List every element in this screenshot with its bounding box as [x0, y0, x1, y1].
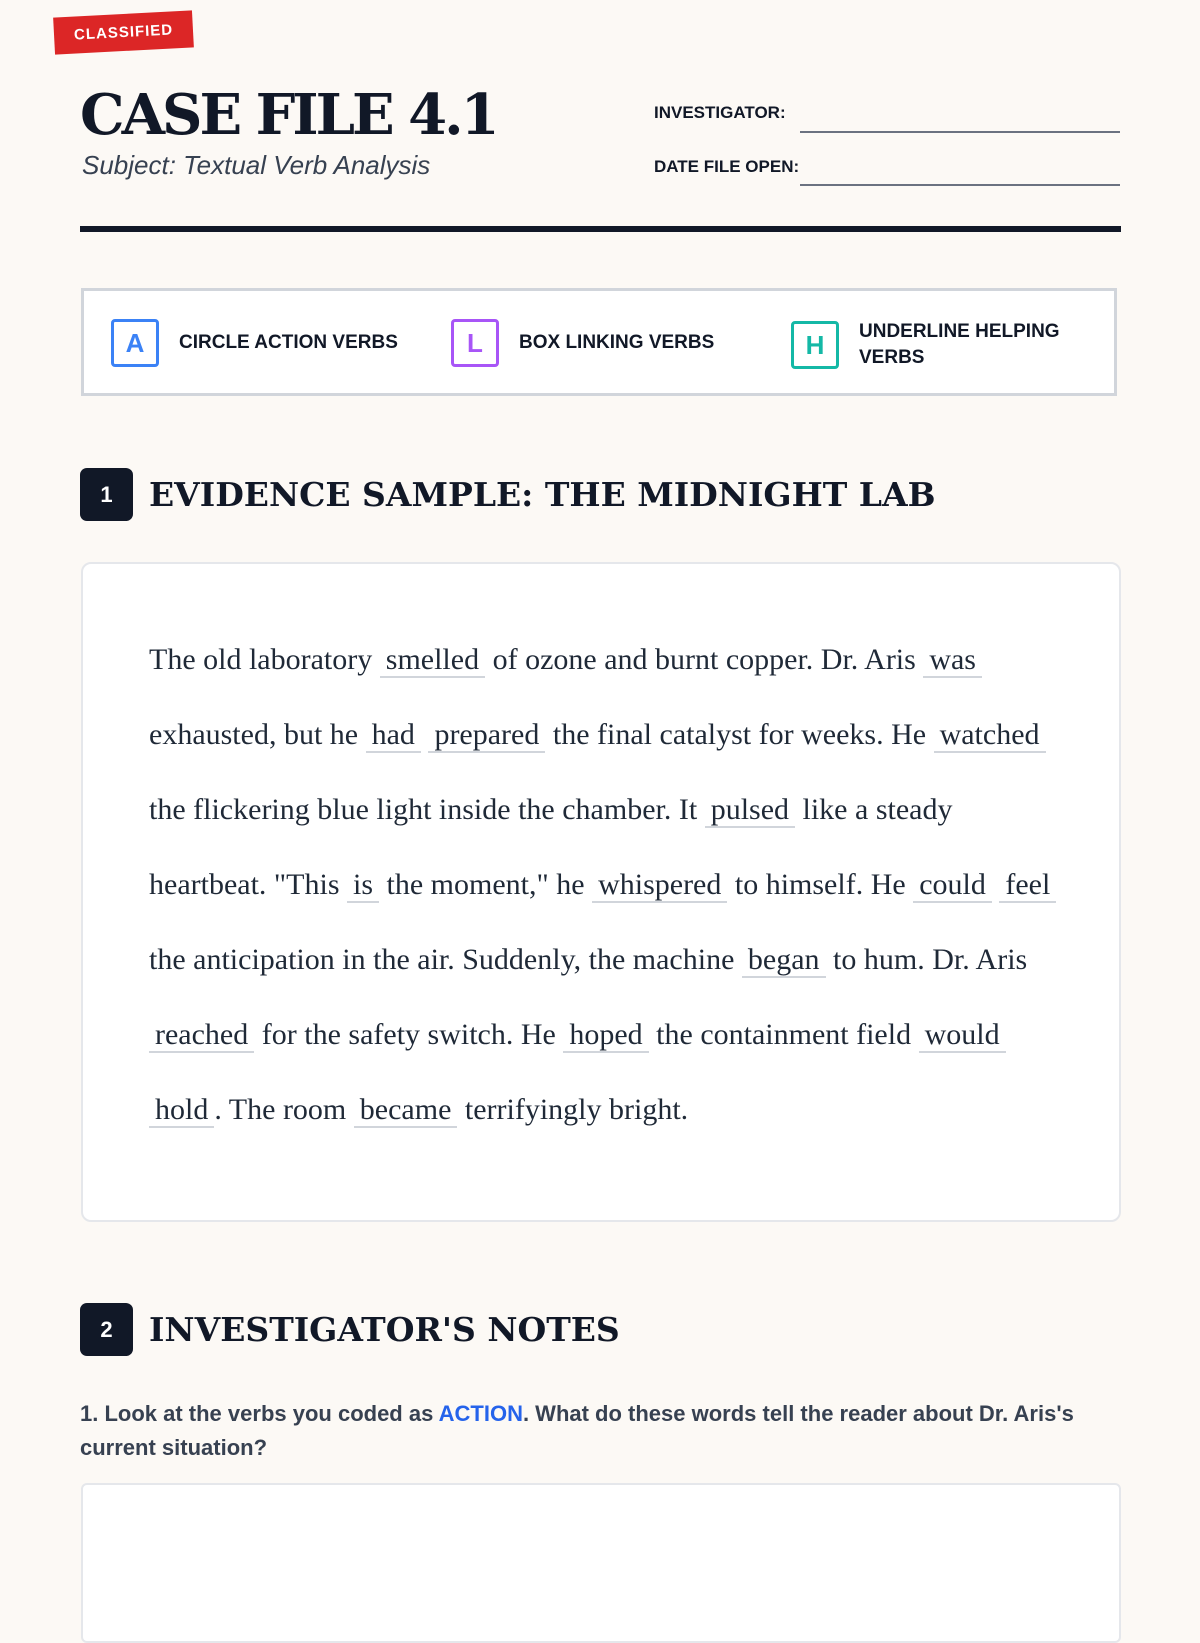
legend-label-action: CIRCLE ACTION VERBS	[179, 332, 398, 353]
section-number: 2	[80, 1303, 133, 1356]
page-subtitle: Subject: Textual Verb Analysis	[82, 150, 431, 180]
verb-word[interactable]: hold	[149, 1093, 214, 1128]
verb-word[interactable]: became	[354, 1093, 458, 1128]
header-divider	[80, 226, 1121, 232]
passage-text: the flickering blue light inside the chamber. It	[149, 793, 705, 826]
passage-text: for the safety switch. He	[254, 1018, 564, 1051]
section-title: INVESTIGATOR'S NOTES	[149, 1310, 620, 1349]
page-title: CASE FILE 4.1	[80, 82, 497, 148]
verb-word[interactable]: was	[923, 643, 982, 678]
verb-word[interactable]: pulsed	[705, 793, 795, 828]
passage-text: the final catalyst for weeks. He	[545, 718, 934, 751]
passage-text: the moment," he	[379, 868, 593, 901]
classified-stamp: CLASSIFIED	[53, 10, 194, 54]
verb-word[interactable]: smelled	[380, 643, 485, 678]
helping-badge-icon: H	[791, 321, 839, 369]
verb-word[interactable]: would	[919, 1018, 1006, 1053]
verb-word[interactable]: began	[742, 943, 826, 978]
verb-word[interactable]: hoped	[563, 1018, 648, 1053]
section-2-header	[80, 1303, 620, 1356]
linking-badge-icon: L	[451, 319, 499, 367]
passage-text: The old laboratory	[149, 643, 380, 676]
verb-word[interactable]: could	[913, 868, 992, 903]
passage-text: terrifyingly bright.	[457, 1093, 689, 1126]
question-highlight: ACTION	[438, 1401, 523, 1426]
evidence-passage	[149, 622, 1059, 1147]
section-title: EVIDENCE SAMPLE: THE MIDNIGHT LAB	[149, 475, 936, 514]
legend-item-action	[111, 319, 398, 367]
date-label: DATE FILE OPEN:	[654, 157, 800, 176]
passage-text: like a steady heartbeat. "This	[149, 793, 953, 901]
passage-text: of ozone and burnt copper. Dr. Aris	[485, 643, 924, 676]
legend-item-helping	[791, 319, 1079, 371]
verb-word[interactable]: had	[366, 718, 421, 753]
question-1	[80, 1397, 1080, 1465]
evidence-sample-box	[81, 562, 1121, 1222]
verb-word[interactable]: feel	[999, 868, 1056, 903]
investigator-label: INVESTIGATOR:	[654, 103, 786, 122]
verb-legend	[81, 288, 1117, 396]
legend-label-linking: BOX LINKING VERBS	[519, 332, 715, 353]
passage-text: exhausted, but he	[149, 718, 366, 751]
legend-item-linking	[451, 319, 714, 367]
verb-word[interactable]: whispered	[592, 868, 727, 903]
legend-label-helping: UNDERLINE HELPING VERBS	[859, 321, 1060, 368]
passage-text: to himself. He	[727, 868, 914, 901]
date-field[interactable]	[800, 184, 1120, 186]
action-badge-icon: A	[111, 319, 159, 367]
question-text: 1. Look at the verbs you coded as	[80, 1401, 439, 1426]
passage-text: to hum. Dr. Aris	[825, 943, 1028, 976]
verb-word[interactable]: is	[347, 868, 379, 903]
verb-word[interactable]: watched	[934, 718, 1046, 753]
section-number: 1	[80, 468, 133, 521]
question-text: . What do these words tell the reader about Dr. Aris's current situation?	[80, 1401, 1074, 1460]
section-1-header	[80, 468, 936, 521]
passage-text: . The room	[214, 1093, 354, 1126]
investigator-field[interactable]	[800, 131, 1120, 133]
passage-text: the containment field	[648, 1018, 919, 1051]
answer-box[interactable]	[81, 1483, 1121, 1643]
verb-word[interactable]: reached	[149, 1018, 254, 1053]
passage-text: the anticipation in the air. Suddenly, the machine	[149, 943, 742, 976]
verb-word[interactable]: prepared	[428, 718, 545, 753]
